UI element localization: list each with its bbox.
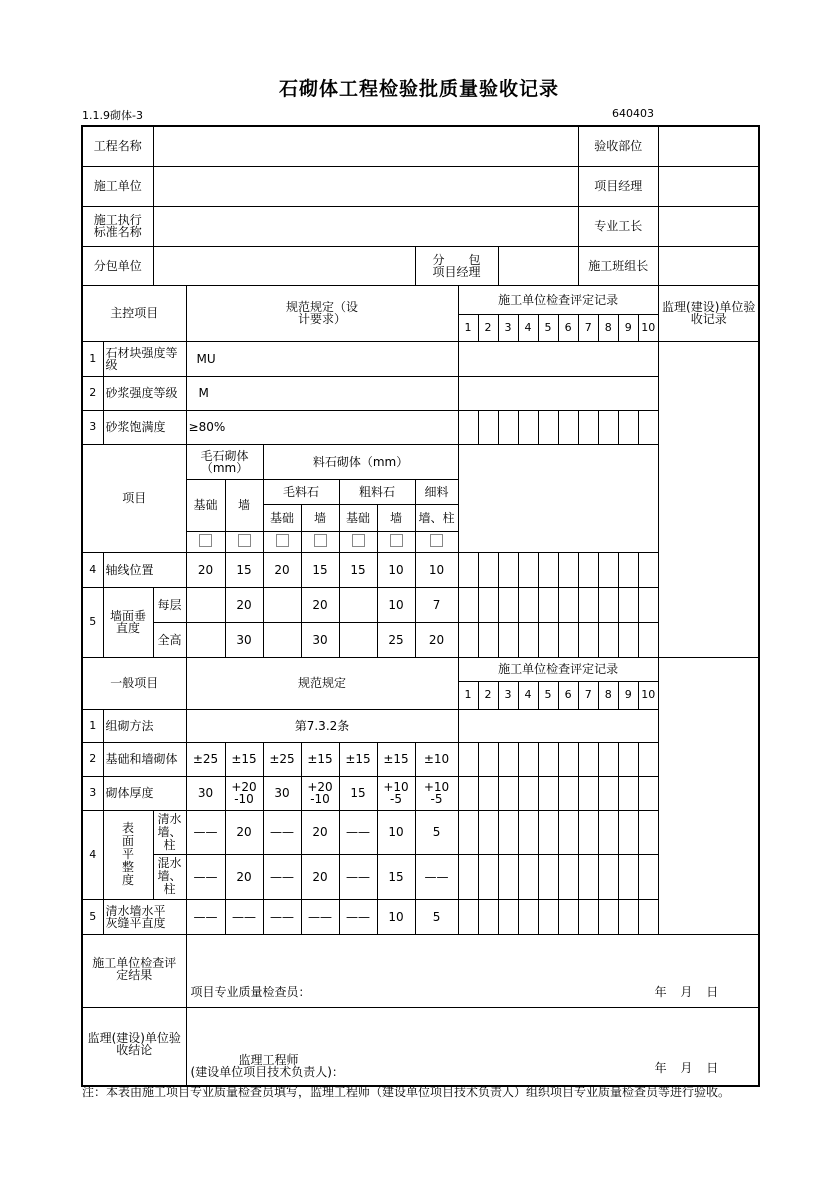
sub-row-name: 混水墙、柱 bbox=[153, 854, 186, 899]
record-field[interactable] bbox=[458, 376, 658, 410]
tolerance-value: —— bbox=[339, 810, 377, 854]
check-point-cell[interactable] bbox=[498, 587, 518, 622]
engineer-sub-label: (建设单位项目技术负责人)： bbox=[190, 1064, 344, 1079]
acceptance-part-field[interactable] bbox=[658, 126, 759, 166]
check-point-cell[interactable] bbox=[458, 776, 478, 810]
sub-header: 墙 bbox=[301, 504, 339, 531]
check-point-cell[interactable] bbox=[538, 410, 558, 444]
check-point-cell[interactable] bbox=[478, 552, 498, 587]
check-point-cell[interactable] bbox=[538, 776, 558, 810]
sub-row-name: 全高 bbox=[153, 622, 186, 657]
type-checkbox-cell bbox=[339, 531, 377, 552]
check-point-number: 4 bbox=[518, 314, 538, 341]
row-name: 基础和墙砌体 bbox=[103, 742, 186, 776]
standard-name-field[interactable] bbox=[153, 206, 578, 246]
check-point-cell[interactable] bbox=[558, 410, 578, 444]
check-point-number: 5 bbox=[538, 681, 558, 709]
standard-name-label: 施工执行标准名称 bbox=[82, 206, 153, 246]
check-point-number: 3 bbox=[498, 314, 518, 341]
construction-unit-field[interactable] bbox=[153, 166, 578, 206]
form-number: 640403 bbox=[612, 107, 654, 120]
check-point-cell[interactable] bbox=[598, 776, 618, 810]
general-spec-header: 规范规定 bbox=[186, 657, 458, 709]
check-point-cell[interactable] bbox=[598, 854, 618, 899]
check-point-cell[interactable] bbox=[558, 899, 578, 934]
inspector-label: 项目专业质量检查员： bbox=[190, 984, 311, 999]
tolerance-value bbox=[263, 587, 301, 622]
check-point-number: 10 bbox=[638, 681, 658, 709]
tolerance-value: 20 bbox=[301, 854, 339, 899]
tolerance-value: 20 bbox=[415, 622, 458, 657]
check-point-number: 10 bbox=[638, 314, 658, 341]
tolerance-value: ±25 bbox=[263, 742, 301, 776]
check-point-cell[interactable] bbox=[618, 552, 638, 587]
row-spec: ≥80% bbox=[186, 410, 458, 444]
check-point-cell[interactable] bbox=[558, 810, 578, 854]
tolerance-value: 20 bbox=[301, 810, 339, 854]
check-point-cell[interactable] bbox=[458, 899, 478, 934]
check-point-number: 2 bbox=[478, 314, 498, 341]
check-point-cell[interactable] bbox=[618, 622, 638, 657]
row-spec: M bbox=[186, 376, 458, 410]
tolerance-value: 30 bbox=[301, 622, 339, 657]
tolerance-value: —— bbox=[186, 854, 225, 899]
sub-row-name: 清水墙、柱 bbox=[153, 810, 186, 854]
tolerance-value: 20 bbox=[225, 810, 263, 854]
tolerance-value: 15 bbox=[301, 552, 339, 587]
tolerance-value: ±10 bbox=[415, 742, 458, 776]
foundation-header: 基础 bbox=[186, 479, 225, 531]
check-point-cell[interactable] bbox=[478, 410, 498, 444]
tolerance-value: 20 bbox=[186, 552, 225, 587]
check-point-number: 5 bbox=[538, 314, 558, 341]
item-header: 项目 bbox=[82, 444, 186, 552]
check-point-cell[interactable] bbox=[518, 410, 538, 444]
check-point-number: 7 bbox=[578, 314, 598, 341]
check-point-number: 6 bbox=[558, 681, 578, 709]
record-field[interactable] bbox=[458, 709, 658, 742]
tolerance-value: —— bbox=[339, 899, 377, 934]
check-point-cell[interactable] bbox=[458, 622, 478, 657]
row-name: 石材块强度等级 bbox=[103, 341, 186, 376]
team-leader-label: 施工班组长 bbox=[578, 246, 658, 285]
tolerance-value bbox=[339, 587, 377, 622]
tolerance-value: 10 bbox=[377, 899, 415, 934]
check-point-cell[interactable] bbox=[538, 587, 558, 622]
tolerance-value: —— bbox=[263, 854, 301, 899]
row-number: 2 bbox=[82, 376, 103, 410]
check-point-cell[interactable] bbox=[478, 810, 498, 854]
check-point-cell[interactable] bbox=[498, 899, 518, 934]
check-point-cell[interactable] bbox=[478, 742, 498, 776]
sub-header: 墙 bbox=[377, 504, 415, 531]
sub-header: 墙、柱 bbox=[415, 504, 458, 531]
coarse-ashlar-header: 粗料石 bbox=[339, 479, 415, 504]
checkbox[interactable] bbox=[430, 534, 443, 547]
supervision-record-field[interactable] bbox=[658, 341, 759, 657]
tolerance-value: 7 bbox=[415, 587, 458, 622]
wall-header: 墙 bbox=[225, 479, 263, 531]
check-point-number: 8 bbox=[598, 314, 618, 341]
check-point-cell[interactable] bbox=[578, 622, 598, 657]
check-point-cell[interactable] bbox=[578, 552, 598, 587]
check-point-cell[interactable] bbox=[638, 899, 658, 934]
tolerance-value: +10 -5 bbox=[415, 776, 458, 810]
check-point-cell[interactable] bbox=[498, 552, 518, 587]
type-checkbox-cell bbox=[301, 531, 339, 552]
record-field[interactable] bbox=[458, 341, 658, 376]
tolerance-value bbox=[186, 587, 225, 622]
supervision-header: 监理(建设)单位验收记录 bbox=[658, 285, 759, 341]
check-point-cell[interactable] bbox=[538, 899, 558, 934]
ashlar-header: 料石砌体（mm） bbox=[263, 444, 458, 479]
tolerance-value: ±15 bbox=[377, 742, 415, 776]
subcontract-unit-label: 分包单位 bbox=[82, 246, 153, 285]
check-point-cell[interactable] bbox=[498, 776, 518, 810]
tolerance-value: 20 bbox=[263, 552, 301, 587]
check-point-cell[interactable] bbox=[598, 810, 618, 854]
check-point-cell[interactable] bbox=[458, 587, 478, 622]
check-point-number: 6 bbox=[558, 314, 578, 341]
check-point-number: 3 bbox=[498, 681, 518, 709]
tolerance-value: +10 -5 bbox=[377, 776, 415, 810]
check-point-cell[interactable] bbox=[638, 552, 658, 587]
tolerance-value: —— bbox=[186, 810, 225, 854]
check-point-cell[interactable] bbox=[518, 899, 538, 934]
check-point-cell[interactable] bbox=[538, 810, 558, 854]
check-point-cell[interactable] bbox=[538, 742, 558, 776]
check-point-cell[interactable] bbox=[618, 854, 638, 899]
checkbox[interactable] bbox=[199, 534, 212, 547]
engineer-label: 监理工程师 bbox=[238, 1052, 299, 1067]
check-point-cell[interactable] bbox=[638, 854, 658, 899]
main-spec-header: 规范规定（设计要求） bbox=[186, 285, 458, 341]
type-checkbox-cell bbox=[263, 531, 301, 552]
supervision-general-field[interactable] bbox=[658, 657, 759, 934]
row-name: 清水墙水平灰缝平直度 bbox=[103, 899, 186, 934]
check-point-cell[interactable] bbox=[498, 810, 518, 854]
check-point-cell[interactable] bbox=[538, 622, 558, 657]
tolerance-value: 20 bbox=[301, 587, 339, 622]
check-point-cell[interactable] bbox=[478, 854, 498, 899]
tolerance-value: 10 bbox=[377, 552, 415, 587]
check-point-cell[interactable] bbox=[458, 742, 478, 776]
check-point-cell[interactable] bbox=[558, 742, 578, 776]
checkbox[interactable] bbox=[238, 534, 251, 547]
tolerance-value bbox=[339, 622, 377, 657]
check-point-cell[interactable] bbox=[578, 776, 598, 810]
check-point-cell[interactable] bbox=[618, 776, 638, 810]
check-point-cell[interactable] bbox=[598, 552, 618, 587]
check-point-cell[interactable] bbox=[558, 854, 578, 899]
tolerance-value: —— bbox=[263, 810, 301, 854]
tolerance-value: —— bbox=[339, 854, 377, 899]
page-title: 石砌体工程检验批质量验收记录 bbox=[278, 78, 559, 100]
conclusion-field[interactable] bbox=[186, 1007, 759, 1086]
check-point-cell[interactable] bbox=[518, 552, 538, 587]
conclusion-date: 年 月 日 bbox=[654, 1060, 719, 1075]
check-point-cell[interactable] bbox=[478, 622, 498, 657]
tolerance-value: 30 bbox=[263, 776, 301, 810]
row-number: 5 bbox=[82, 899, 103, 934]
row-number: 4 bbox=[82, 810, 103, 899]
form-code: 1.1.9砌体-3 bbox=[82, 109, 143, 122]
check-point-cell[interactable] bbox=[458, 552, 478, 587]
check-point-cell[interactable] bbox=[618, 742, 638, 776]
row-number: 3 bbox=[82, 410, 103, 444]
check-point-cell[interactable] bbox=[638, 742, 658, 776]
check-point-cell[interactable] bbox=[618, 810, 638, 854]
check-point-number: 1 bbox=[458, 314, 478, 341]
tolerance-value: +20 -10 bbox=[225, 776, 263, 810]
row-number: 1 bbox=[82, 341, 103, 376]
rubble-header: 毛石砌体（mm） bbox=[186, 444, 263, 479]
check-point-cell[interactable] bbox=[458, 854, 478, 899]
tolerance-value bbox=[263, 622, 301, 657]
check-point-cell[interactable] bbox=[578, 854, 598, 899]
project-manager-label: 项目经理 bbox=[578, 166, 658, 206]
sub-header: 基础 bbox=[263, 504, 301, 531]
row-name: 砌体厚度 bbox=[103, 776, 186, 810]
tolerance-value: ±15 bbox=[339, 742, 377, 776]
check-point-cell[interactable] bbox=[578, 899, 598, 934]
construction-unit-label: 施工单位 bbox=[82, 166, 153, 206]
check-point-cell[interactable] bbox=[598, 622, 618, 657]
subcontract-manager-field[interactable] bbox=[498, 246, 578, 285]
conclusion-label: 监理(建设)单位验收结论 bbox=[82, 1007, 186, 1086]
check-point-cell[interactable] bbox=[638, 776, 658, 810]
tolerance-value: 20 bbox=[225, 854, 263, 899]
tolerance-value: 10 bbox=[377, 810, 415, 854]
check-point-cell[interactable] bbox=[578, 410, 598, 444]
check-point-number: 9 bbox=[618, 314, 638, 341]
check-point-number: 2 bbox=[478, 681, 498, 709]
tolerance-value: 5 bbox=[415, 899, 458, 934]
check-point-cell[interactable] bbox=[498, 854, 518, 899]
result-field[interactable] bbox=[186, 934, 759, 1007]
fine-ashlar-header: 细料 bbox=[415, 479, 458, 504]
row-name: 砂浆饱满度 bbox=[103, 410, 186, 444]
sub-row-name: 每层 bbox=[153, 587, 186, 622]
general-items-header: 一般项目 bbox=[82, 657, 186, 709]
row-number: 4 bbox=[82, 552, 103, 587]
checkbox[interactable] bbox=[276, 534, 289, 547]
checkbox[interactable] bbox=[352, 534, 365, 547]
tolerance-value: ±15 bbox=[301, 742, 339, 776]
tolerance-value: —— bbox=[225, 899, 263, 934]
type-checkbox-cell bbox=[186, 531, 225, 552]
check-point-cell[interactable] bbox=[578, 742, 598, 776]
check-point-cell[interactable] bbox=[638, 587, 658, 622]
row-name: 轴线位置 bbox=[103, 552, 186, 587]
row-number: 2 bbox=[82, 742, 103, 776]
check-point-cell[interactable] bbox=[618, 899, 638, 934]
row-name: 表面平整度 bbox=[103, 810, 153, 899]
row-number: 1 bbox=[82, 709, 103, 742]
check-point-cell[interactable] bbox=[478, 776, 498, 810]
check-point-cell[interactable] bbox=[518, 810, 538, 854]
footnote: 注：本表由施工项目专业质量检查员填写，监理工程师（建设单位项目技术负责人）组织项目专业质量检查员等进行验收。 bbox=[82, 1085, 731, 1099]
result-date: 年 月 日 bbox=[654, 984, 719, 999]
tolerance-value: ±25 bbox=[186, 742, 225, 776]
project-name-label: 工程名称 bbox=[82, 126, 153, 166]
check-point-cell[interactable] bbox=[458, 810, 478, 854]
project-manager-field[interactable] bbox=[658, 166, 759, 206]
checkbox[interactable] bbox=[314, 534, 327, 547]
tolerance-value: —— bbox=[301, 899, 339, 934]
row-spec: MU bbox=[186, 341, 458, 376]
check-point-cell[interactable] bbox=[598, 742, 618, 776]
type-checkbox-cell bbox=[225, 531, 263, 552]
check-point-cell[interactable] bbox=[538, 854, 558, 899]
row-number: 5 bbox=[82, 587, 103, 657]
tolerance-value: 5 bbox=[415, 810, 458, 854]
check-point-cell[interactable] bbox=[598, 410, 618, 444]
project-name-field[interactable] bbox=[153, 126, 578, 166]
check-point-cell[interactable] bbox=[558, 552, 578, 587]
tolerance-value: 10 bbox=[377, 587, 415, 622]
row-name: 墙面垂直度 bbox=[103, 587, 153, 657]
check-point-cell[interactable] bbox=[598, 899, 618, 934]
foreman-field[interactable] bbox=[658, 206, 759, 246]
tolerance-value: 15 bbox=[339, 552, 377, 587]
check-point-cell[interactable] bbox=[578, 810, 598, 854]
check-point-cell[interactable] bbox=[618, 410, 638, 444]
check-point-number: 9 bbox=[618, 681, 638, 709]
main-items-header: 主控项目 bbox=[82, 285, 186, 341]
check-point-cell[interactable] bbox=[538, 552, 558, 587]
tolerance-value: 10 bbox=[415, 552, 458, 587]
check-point-cell[interactable] bbox=[558, 776, 578, 810]
team-leader-field[interactable] bbox=[658, 246, 759, 285]
acceptance-form-table bbox=[81, 125, 760, 1087]
tolerance-value: ±15 bbox=[225, 742, 263, 776]
check-point-number: 7 bbox=[578, 681, 598, 709]
check-point-cell[interactable] bbox=[578, 587, 598, 622]
check-point-cell[interactable] bbox=[498, 410, 518, 444]
checkbox[interactable] bbox=[390, 534, 403, 547]
rough-ashlar-header: 毛料石 bbox=[263, 479, 339, 504]
row-name: 组砌方法 bbox=[103, 709, 186, 742]
check-point-cell[interactable] bbox=[518, 742, 538, 776]
check-point-cell[interactable] bbox=[638, 622, 658, 657]
check-point-cell[interactable] bbox=[518, 622, 538, 657]
main-record-header: 施工单位检查评定记录 bbox=[458, 285, 658, 314]
tolerance-value: 30 bbox=[186, 776, 225, 810]
tolerance-value: 25 bbox=[377, 622, 415, 657]
check-point-number: 8 bbox=[598, 681, 618, 709]
record-field[interactable] bbox=[458, 444, 658, 552]
tolerance-value: +20 -10 bbox=[301, 776, 339, 810]
tolerance-value: 15 bbox=[377, 854, 415, 899]
tolerance-value: 15 bbox=[225, 552, 263, 587]
type-checkbox-cell bbox=[377, 531, 415, 552]
foreman-label: 专业工长 bbox=[578, 206, 658, 246]
tolerance-value: —— bbox=[186, 899, 225, 934]
check-point-cell[interactable] bbox=[498, 622, 518, 657]
check-point-cell[interactable] bbox=[518, 776, 538, 810]
check-point-number: 4 bbox=[518, 681, 538, 709]
tolerance-value: 15 bbox=[339, 776, 377, 810]
check-point-cell[interactable] bbox=[598, 587, 618, 622]
result-label: 施工单位检查评定结果 bbox=[82, 934, 186, 1007]
tolerance-value: 30 bbox=[225, 622, 263, 657]
tolerance-value: —— bbox=[415, 854, 458, 899]
general-record-header: 施工单位检查评定记录 bbox=[458, 657, 658, 681]
row-spec: 第7.3.2条 bbox=[186, 709, 458, 742]
type-checkbox-cell bbox=[415, 531, 458, 552]
row-number: 3 bbox=[82, 776, 103, 810]
check-point-cell[interactable] bbox=[558, 622, 578, 657]
tolerance-value: —— bbox=[263, 899, 301, 934]
check-point-cell[interactable] bbox=[638, 410, 658, 444]
check-point-cell[interactable] bbox=[498, 742, 518, 776]
check-point-cell[interactable] bbox=[478, 587, 498, 622]
tolerance-value: 20 bbox=[225, 587, 263, 622]
check-point-cell[interactable] bbox=[518, 587, 538, 622]
check-point-cell[interactable] bbox=[618, 587, 638, 622]
check-point-number: 1 bbox=[458, 681, 478, 709]
tolerance-value bbox=[186, 622, 225, 657]
subcontract-manager-label: 分 包项目经理 bbox=[415, 246, 498, 285]
sub-header: 基础 bbox=[339, 504, 377, 531]
check-point-cell[interactable] bbox=[518, 854, 538, 899]
row-name: 砂浆强度等级 bbox=[103, 376, 186, 410]
acceptance-part-label: 验收部位 bbox=[578, 126, 658, 166]
check-point-cell[interactable] bbox=[478, 899, 498, 934]
check-point-cell[interactable] bbox=[558, 587, 578, 622]
subcontract-unit-field[interactable] bbox=[153, 246, 415, 285]
check-point-cell[interactable] bbox=[458, 410, 478, 444]
check-point-cell[interactable] bbox=[638, 810, 658, 854]
